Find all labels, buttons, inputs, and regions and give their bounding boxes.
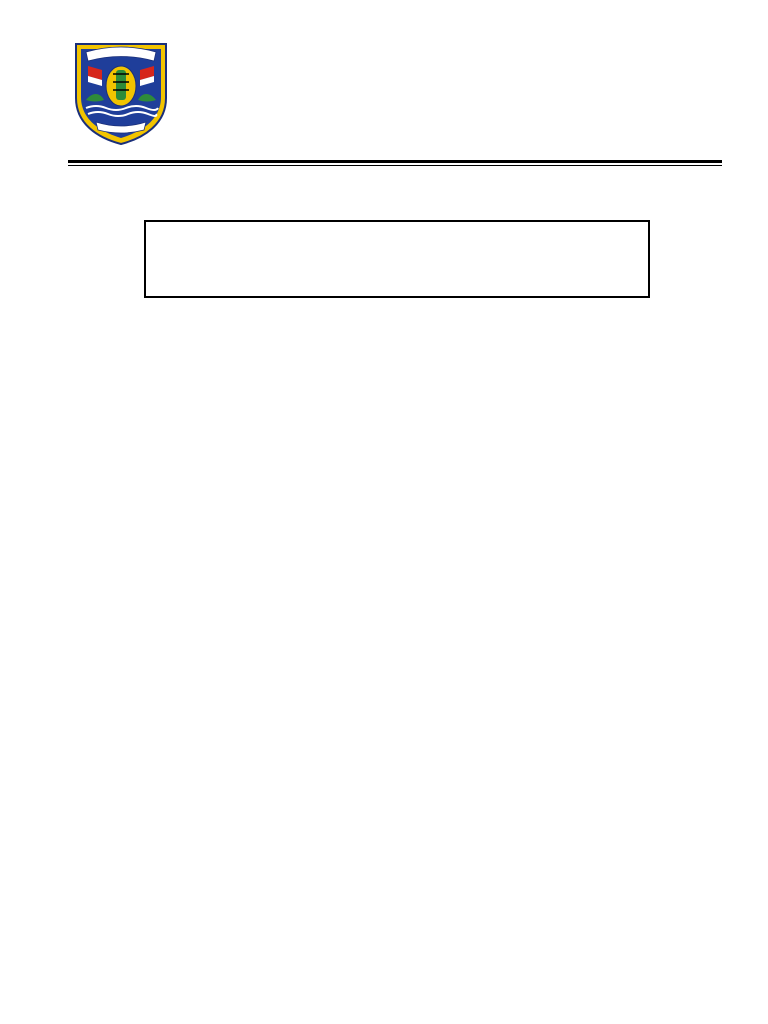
provincial-crest-logo (66, 36, 176, 146)
letterhead-divider-thick (68, 160, 722, 163)
letterhead-divider-thin (68, 165, 722, 166)
title-box (144, 220, 650, 298)
